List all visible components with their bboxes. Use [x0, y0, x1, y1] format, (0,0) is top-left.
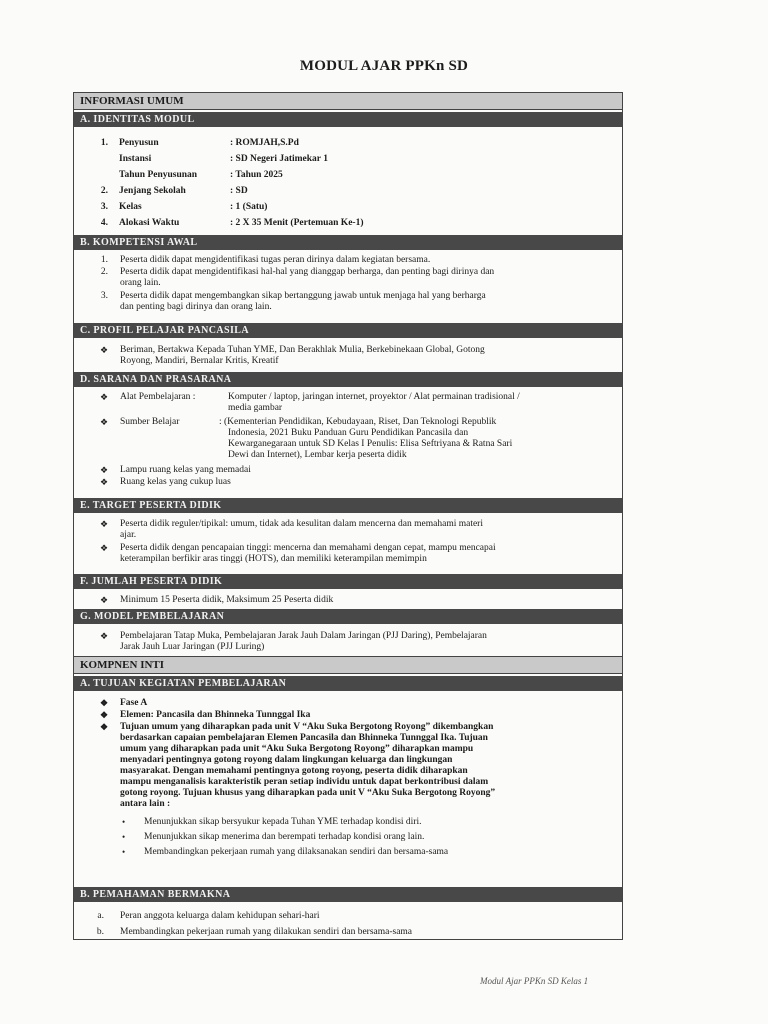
profil-header: C. PROFIL PELAJAR PANCASILA	[74, 323, 622, 338]
identitas-section: 1. Penyusun : ROMJAH,S.Pd Instansi : SD Negeri Jatimekar 1 Tahun Penyusunan : Tahun 2025 2. Jenjang Sekolah : SD 3. Kelas : 1 (Satu) 4. Alokasi Waktu : 2 X 35 Menit (Pertemuan Ke-1)	[100, 138, 364, 228]
pemahaman-section: a. Peran anggota keluarga dalam kehidupan sehari-hari b. Membandingkan pekerjaan rumah yang dilakukan sendiri dan bersama-sama	[96, 911, 413, 937]
kompetensi-header: B. KOMPETENSI AWAL	[74, 235, 622, 250]
dot-bullet-icon: •	[122, 817, 126, 827]
diamond-bullet-icon: ❖	[100, 710, 109, 720]
dot-bullet-icon: •	[122, 832, 126, 842]
model-header: G. MODEL PEMBELAJARAN	[74, 609, 622, 624]
diamond-bullet-icon: ❖	[100, 595, 109, 605]
target-header: E. TARGET PESERTA DIDIK	[74, 498, 622, 513]
page-title: MODUL AJAR PPKn SD	[299, 58, 469, 74]
tujuan-header: A. TUJUAN KEGIATAN PEMBELAJARAN	[74, 676, 622, 691]
sarana-section: ❖ Alat Pembelajaran : Komputer / laptop, jaringan internet, proyektor / Alat permainan tradisional / media gambar ❖ Sumber Belajar : (Kementerian Pendidikan, Kebudayaan, Riset, Dan Teknologi Republik Indonesia, 2021 Buku Panduan Guru Pendidikan Pancasila dan Kewarganegaraan untuk SD Kelas I Penulis: Elisa Seftriyana & Ratna Sari Dewi dan Internet), Lembar kerja peserta didik ❖ Lampu ruang kelas yang memadai ❖ Ruang kelas yang cukup luas	[100, 392, 520, 487]
model-section: ❖ Pembelajaran Tatap Muka, Pembelajaran Jarak Jauh Dalam Jaringan (PJJ Daring), Pembelajaran Jarak Jauh Luar Jaringan (PJJ Luring)	[100, 631, 487, 652]
diamond-bullet-icon: ❖	[100, 417, 109, 427]
diamond-bullet-icon: ❖	[100, 543, 109, 553]
sarana-header: D. SARANA DAN PRASARANA	[74, 372, 622, 387]
pemahaman-header: B. PEMAHAMAN BERMAKNA	[74, 887, 622, 902]
tujuan-section: ❖ Fase A ❖ Elemen: Pancasila dan Bhinneka Tunnggal Ika ❖ Tujuan umum yang diharapkan pada unit V “Aku Suka Bergotong Royong” dikembangkan berdasarkan capaian pembelajaran Elemen Pancasila dan Bhinneka Tunnggal Ika. Tujuan umum yang diharapkan pada unit “Aku Suka Bergotong Royong” diharapkan mampu menyadari pentingnya gotong royong dalam lingkungan keluarga dan lingkungan masyarakat. Dengan memahami pentingnya gotong royong, peserta didik diharapkan mampu menganalisis karakteristik peran setiap individu untuk dapat berkontribusi dalam gotong royong. Tujuan khusus yang diharapkan pada unit V “Aku Suka Bergotong Royong” antara lain : • Menunjukkan sikap bersyukur kepada Tuhan YME terhadap kondisi diri. • Menunjukkan sikap menerima dan berempati terhadap kondisi orang lain. • Membandingkan pekerjaan rumah yang dilaksanakan sendiri dan bersama-sama	[100, 698, 496, 857]
dot-bullet-icon: •	[122, 847, 126, 857]
diamond-bullet-icon: ❖	[100, 345, 109, 355]
identitas-header: A. IDENTITAS MODUL	[74, 112, 622, 127]
informasi-umum-header: INFORMASI UMUM	[74, 93, 622, 110]
diamond-bullet-icon: ❖	[100, 698, 109, 708]
target-section: ❖ Peserta didik reguler/tipikal: umum, tidak ada kesulitan dalam mencerna dan memahami materi ajar. ❖ Peserta didik dengan pencapaian tinggi: mencerna dan memahami dengan cepat, mampu mencapai keterampilan berfikir aras tinggi (HOTS), dan memiliki keterampilan memimpin	[100, 519, 496, 564]
kompetensi-section: 1. Peserta didik dapat mengidentifikasi tugas peran dirinya dalam kegiatan bersama. 2. Peserta didik dapat mengidentifikasi hal-hal yang dianggap berharga, dan penting bagi dirinya dan orang lain. 3. Peserta didik dapat mengembangkan sikap bertanggung jawab untuk menjaga hal yang berharga dan penting bagi dirinya dan orang lain.	[100, 255, 495, 312]
diamond-bullet-icon: ❖	[100, 477, 109, 487]
module-table	[73, 92, 623, 940]
komponen-inti-header: KOMPNEN INTI	[74, 656, 622, 674]
jumlah-section: ❖ Minimum 15 Peserta didik, Maksimum 25 Peserta didik	[100, 595, 334, 605]
diamond-bullet-icon: ❖	[100, 722, 109, 732]
diamond-bullet-icon: ❖	[100, 392, 109, 402]
diamond-bullet-icon: ❖	[100, 519, 109, 529]
footer-note: Modul Ajar PPKn SD Kelas 1	[480, 976, 589, 986]
diamond-bullet-icon: ❖	[100, 465, 109, 475]
jumlah-header: F. JUMLAH PESERTA DIDIK	[74, 574, 622, 589]
profil-section: ❖ Beriman, Bertakwa Kepada Tuhan YME, Dan Berakhlak Mulia, Berkebinekaan Global, Gotong Royong, Mandiri, Bernalar Kritis, Kreatif	[100, 345, 485, 366]
diamond-bullet-icon: ❖	[100, 631, 109, 641]
